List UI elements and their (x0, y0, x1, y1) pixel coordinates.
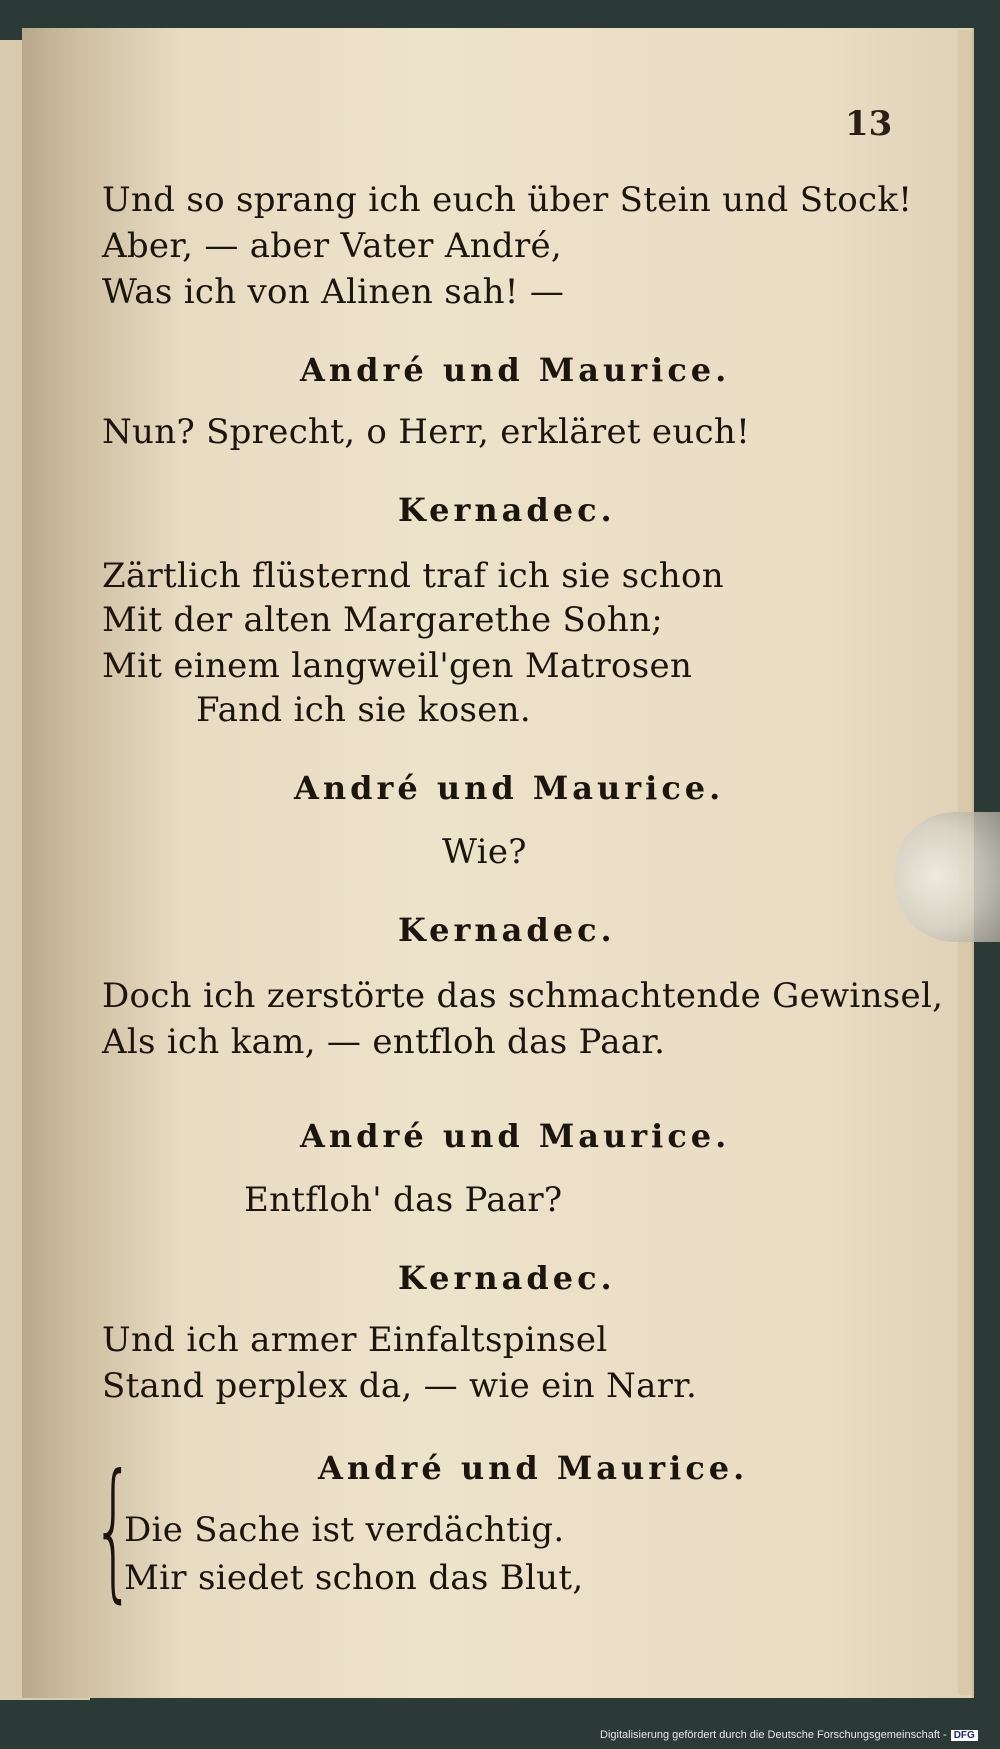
verse-line: Wie? (442, 832, 527, 872)
verse-line: Entfloh' das Paar? (244, 1180, 563, 1220)
verse-line: Mit einem langweil'gen Matrosen (102, 646, 693, 686)
page-number: 13 (845, 104, 893, 144)
verse-line: Nun? Sprecht, o Herr, erkläret euch! (102, 412, 751, 452)
digitization-credit (600, 1729, 978, 1741)
verse-line: Und so sprang ich euch über Stein und Stock! (102, 180, 913, 220)
speaker-heading: André und Maurice. (294, 769, 725, 807)
speaker-heading: Kernadec. (398, 1259, 616, 1297)
verse-line: Fand ich sie kosen. (196, 690, 531, 730)
speaker-heading: André und Maurice. (300, 351, 731, 389)
speaker-heading: Kernadec. (398, 911, 616, 949)
verse-line: Zärtlich flüsternd traf ich sie schon (102, 556, 724, 596)
verse-line: Doch ich zerstörte das schmachtende Gewinsel, (102, 976, 944, 1016)
speaker-heading: Kernadec. (398, 491, 616, 529)
verse-line: Mit der alten Margarethe Sohn; (102, 600, 663, 640)
verse-line: Stand perplex da, — wie ein Narr. (102, 1366, 698, 1406)
verse-line: Mir siedet schon das Blut, (124, 1558, 584, 1598)
credit-text: Digitalisierung gefördert durch die Deutsche Forschungsgemeinschaft - (600, 1729, 947, 1741)
speaker-heading: André und Maurice. (300, 1117, 731, 1155)
verse-line: Und ich armer Einfaltspinsel (102, 1320, 608, 1360)
verse-line: Was ich von Alinen sah! — (102, 272, 565, 312)
verse-line: Als ich kam, — entfloh das Paar. (102, 1022, 666, 1062)
verse-line: Die Sache ist verdächtig. (124, 1510, 565, 1550)
speaker-heading: André und Maurice. (318, 1449, 749, 1487)
dfg-logo: DFG (951, 1730, 978, 1741)
curly-brace: { (92, 1443, 135, 1617)
verse-line: Aber, — aber Vater André, (102, 226, 563, 266)
